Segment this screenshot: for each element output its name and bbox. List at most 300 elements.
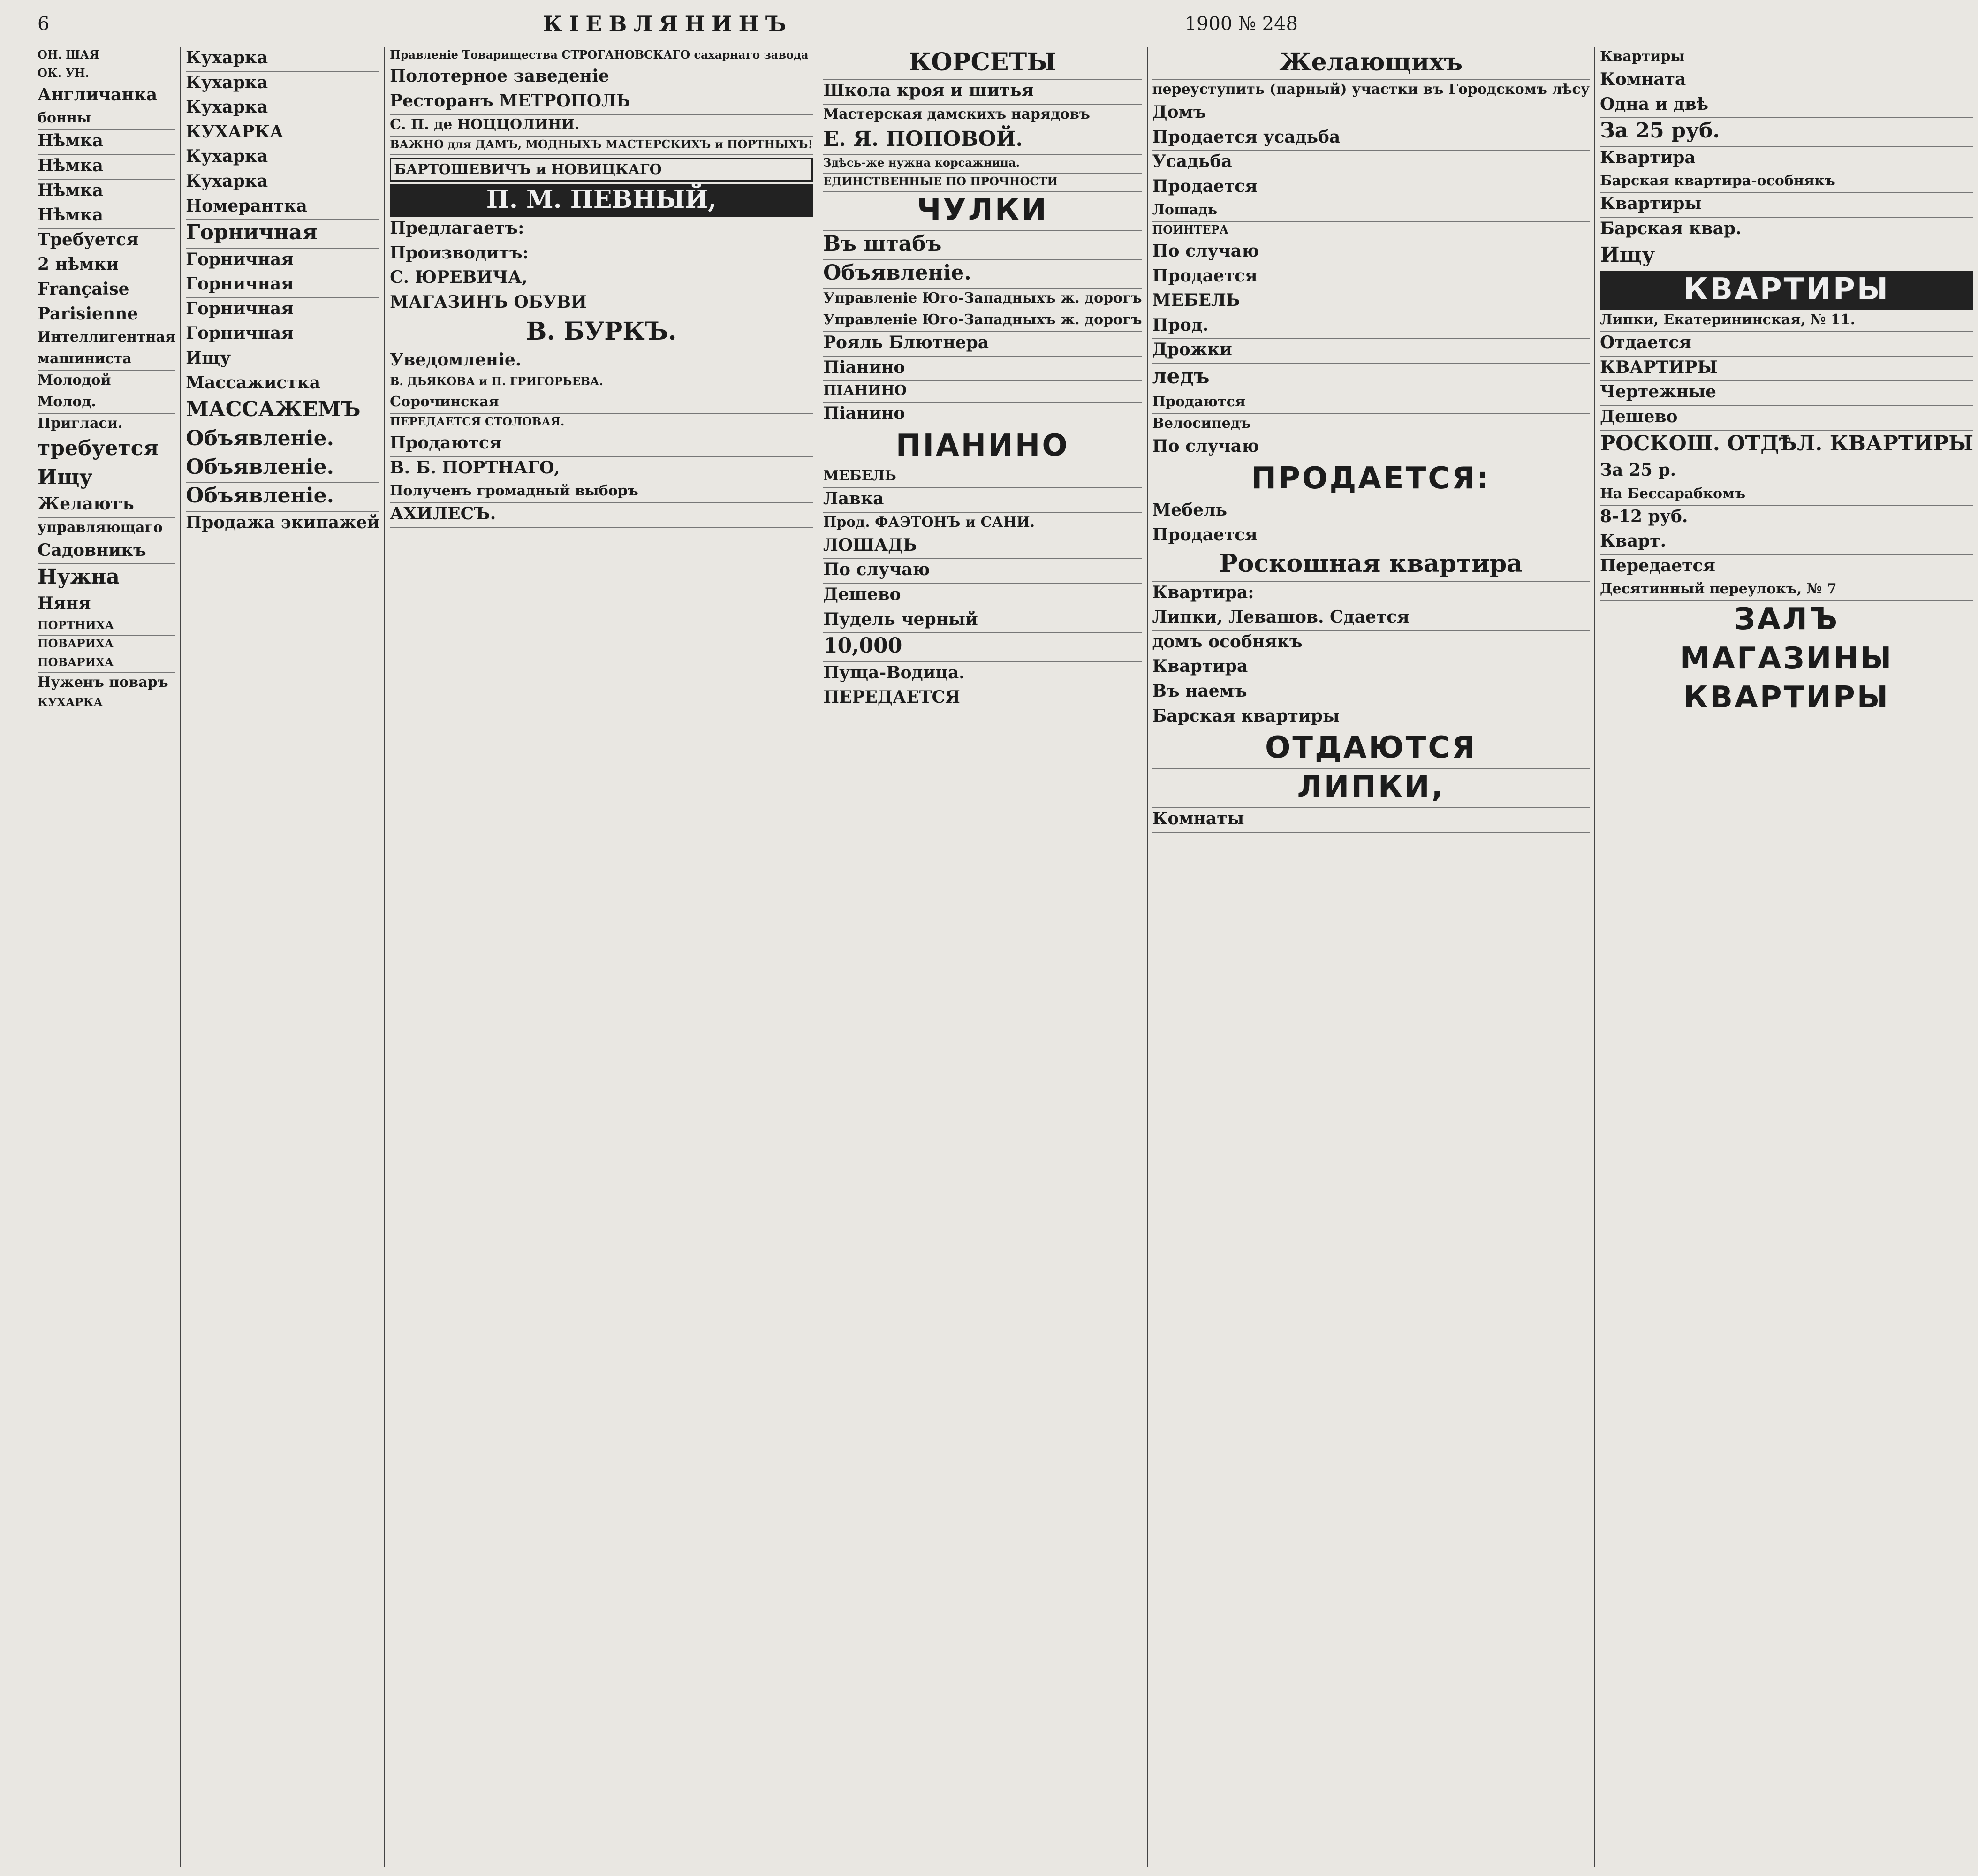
ad-headline: Пуща-Водица. [823,662,965,683]
classified-ad [186,322,379,347]
classified-ad [186,249,379,273]
ad-headline: Нѣмка [38,131,103,151]
ad-headline: ПІАНИНО [895,428,1069,463]
newspaper-title: КІЕВЛЯНИНЪ [543,11,793,37]
ad-headline: ПРОДАЕТСЯ: [1251,461,1491,496]
ad-headline: Въ наемъ [1152,681,1247,701]
ad-headline: Молодой [38,372,111,389]
classified-ad [823,633,1142,661]
classified-ad [823,357,1142,381]
classified-ad [1152,151,1590,175]
page-number: 6 [38,13,50,35]
ad-headline: МЕБЕЛЬ [823,468,896,485]
classified-ad [390,115,813,137]
classified-ad [186,47,379,72]
ad-headline: Желающихъ [1279,48,1463,76]
classified-ad [38,617,175,636]
ad-headline: Десятинный переулокъ, № 7 [1600,581,1837,598]
classified-ad [38,414,175,435]
classified-ad [1600,431,1973,459]
ad-headline: Нѣмка [38,205,103,225]
classified-ad [186,145,379,170]
classified-ad [1152,705,1590,730]
classified-ad [38,392,175,414]
classified-ad [186,72,379,97]
ad-headline: Чертежные [1600,382,1716,402]
column-5 [1148,47,1595,1867]
ad-headline: Англичанка [38,84,158,105]
ad-headline: Сорочинская [390,393,499,410]
ad-headline: В. Б. ПОРТНАГО, [390,457,560,478]
ad-headline: Управленіе Юго-Западныхъ ж. дорогъ [823,290,1142,307]
classified-ad [823,260,1142,289]
classified-ad [38,592,175,617]
classified-ad [1152,631,1590,656]
ad-headline: Дешево [1600,406,1678,426]
ad-headline: КВАРТИРЫ [1683,272,1890,307]
classified-ad [186,396,379,425]
ad-headline: За 25 руб. [1600,119,1720,143]
ad-headline: Липки, Левашов. Сдается [1152,607,1410,627]
classified-ad [38,673,175,694]
ad-headline: Лошадь [1152,201,1218,218]
ad-headline: МАГАЗИНЫ [1680,641,1894,676]
classified-ad [38,84,175,109]
ad-headline: КОРСЕТЫ [909,48,1056,76]
classified-ad [1152,499,1590,524]
ad-headline: КУХАРКА [186,122,284,142]
ad-headline: Продается усадьба [1152,127,1341,147]
ad-headline: ОН. ШАЯ [38,48,99,61]
classified-ad [823,231,1142,259]
ad-headline: Parisienne [38,304,138,324]
ad-headline: Продается [1152,266,1258,286]
classified-ad [38,303,175,328]
ad-headline: Интеллигентная [38,329,176,346]
ad-headline: Комнаты [1152,809,1244,829]
classified-ad [1600,357,1973,381]
ad-headline: Объявленіе. [186,484,334,508]
ad-headline: Барская квар. [1600,218,1742,238]
ad-headline: По случаю [1152,436,1259,456]
classified-ad [38,47,175,65]
ad-headline: МЕБЕЛЬ [1152,290,1240,311]
ad-headline: Ищу [186,348,231,368]
ad-headline: переуступить (парный) участки въ Городскомъ лѣсу [1152,81,1590,98]
classified-ad [1152,175,1590,200]
ad-headline: Здѣсь-же нужна корсажница. [823,156,1020,170]
ad-headline: Одна и двѣ [1600,94,1709,114]
ad-headline: Горничная [186,323,294,343]
ad-headline: Кухарка [186,72,268,92]
classified-ad [1152,524,1590,549]
ad-headline: Горничная [186,249,294,269]
classified-ad [823,310,1142,332]
classified-ad [38,108,175,130]
ad-headline: За 25 р. [1600,460,1676,480]
ad-headline: машиниста [38,350,132,367]
ad-headline: ПОВАРИХА [38,637,114,651]
classified-ad [390,137,813,155]
classified-ad [1600,484,1973,506]
ad-headline: Полотерное заведеніе [390,66,609,86]
ad-headline: Велосипедъ [1152,415,1251,432]
ad-headline: Продаются [1152,394,1246,410]
ad-headline: Піанино [823,357,905,377]
column-2 [181,47,385,1867]
column-1 [33,47,181,1867]
ad-headline: Комната [1600,69,1686,89]
classified-ad [1152,47,1590,80]
classified-ad [1152,364,1590,392]
ad-headline: Ищу [1600,243,1655,267]
ad-headline: Продаются [390,433,502,453]
classified-ad [823,332,1142,357]
classified-ad [823,289,1142,310]
classified-ad [38,539,175,564]
classified-ad [38,464,175,493]
classified-ad [1600,640,1973,679]
classified-ad [186,195,379,220]
ad-headline: Усадьба [1152,152,1232,172]
classified-ad [186,170,379,195]
ad-headline: Горничная [186,274,294,294]
ad-headline: Липки, Екатерининская, № 11. [1600,311,1856,328]
classified-ad [390,184,813,217]
ad-headline: Объявленіе. [823,260,971,285]
classified-ad [1600,459,1973,484]
classified-ad [1152,314,1590,339]
ad-headline: КВАРТИРЫ [1600,357,1718,377]
classified-ad [1600,406,1973,431]
classified-ad [390,349,813,374]
classified-ad [1600,118,1973,146]
classified-ad [1600,218,1973,243]
ad-headline: Предлагаетъ: [390,218,524,238]
ad-headline: Пудель черный [823,609,978,629]
classified-ad [38,278,175,303]
classified-ad [1152,392,1590,414]
classified-ad [823,662,1142,687]
classified-ad [1152,339,1590,364]
classified-ad [1600,381,1973,406]
classified-ad [823,192,1142,231]
classified-ad [186,96,379,121]
classified-ad [1600,271,1973,310]
classified-ad [1152,265,1590,290]
ad-headline: Горничная [186,220,318,245]
ad-headline: Ресторанъ МЕТРОПОЛЬ [390,91,630,111]
ad-headline: Квартира [1600,147,1696,167]
classified-ad [823,559,1142,584]
classified-ad [1600,68,1973,93]
classified-ad [1600,310,1973,332]
ad-headline: АХИЛЕСЪ. [390,504,496,524]
ad-headline: Дешево [823,585,901,605]
classified-ad [823,126,1142,155]
ad-headline: 10,000 [823,634,902,658]
ad-headline: Пригласи. [38,415,123,432]
ad-headline: Квартира: [1152,582,1254,602]
ad-headline: Горничная [186,298,294,319]
classified-ad [38,654,175,673]
classified-ad [1600,93,1973,118]
ad-headline: Française [38,279,129,299]
ad-headline: КВАРТИРЫ [1683,680,1890,715]
classified-ad [390,90,813,115]
classified-ad [38,349,175,371]
ad-headline: ЛИПКИ, [1297,769,1445,805]
ad-headline: ПЕРЕДАЕТСЯ [823,687,960,707]
ad-headline: Производитъ: [390,243,529,263]
ad-headline: Номерантка [186,196,307,216]
ad-headline: Барская квартиры [1152,706,1340,726]
classified-ad [1600,147,1973,172]
classified-ad [823,105,1142,126]
classified-ad [390,291,813,316]
classified-ad [823,488,1142,513]
column-6 [1595,47,1978,1867]
classified-ad [186,121,379,146]
ad-headline: Продается [1152,524,1258,545]
ad-headline: ЛОШАДЬ [823,535,917,555]
ad-headline: Нужна [38,565,120,589]
classified-ad [823,47,1142,80]
ad-headline: Уведомленіе. [390,349,522,370]
ad-columns [33,47,1974,1867]
classified-ad [390,316,813,349]
classified-ad [390,217,813,242]
ad-headline: Объявленіе. [186,426,334,450]
ad-headline: Управленіе Юго-Западныхъ ж. дорогъ [823,311,1142,328]
classified-ad [1600,47,1973,68]
ad-headline: Квартиры [1600,48,1685,65]
classified-ad [38,130,175,155]
ad-headline: Отдается [1600,333,1691,353]
ad-headline: ОК. УН. [38,66,89,80]
classified-ad [1152,582,1590,607]
ad-headline: управляющаго [38,519,163,536]
classified-ad [823,381,1142,403]
ad-headline: ПОРТНИХА [38,618,114,632]
ad-headline: В. ДЬЯКОВА и П. ГРИГОРЬЕВА. [390,374,603,388]
classified-ad [1600,530,1973,555]
classified-ad [1600,171,1973,193]
ad-headline: ледъ [1152,364,1210,388]
ad-headline: ЗАЛЪ [1734,602,1840,637]
ad-headline: ОТДАЮТСЯ [1265,730,1477,766]
ad-headline: Мастерская дамскихъ нарядовъ [823,106,1090,122]
ad-headline: ПОВАРИХА [38,655,114,669]
classified-ad [38,253,175,278]
column-4 [818,47,1148,1867]
classified-ad [823,608,1142,633]
ad-headline: ВАЖНО для ДАМЪ, МОДНЫХЪ МАСТЕРСКИХЪ и ПОРТНЫХЪ! [390,137,813,151]
issue-date: 1900 № 248 [1184,13,1298,35]
classified-ad [1152,606,1590,631]
ad-headline: Дрожки [1152,340,1232,360]
ad-headline: С. ЮРЕВИЧА, [390,267,528,288]
classified-ad [390,242,813,267]
classified-ad [1152,808,1590,833]
classified-ad [38,435,175,464]
classified-ad [186,347,379,372]
classified-ad [390,414,813,432]
classified-ad [1152,101,1590,126]
ad-headline: ПЕРЕДАЕТСЯ СТОЛОВАЯ. [390,414,565,428]
classified-ad [1600,332,1973,357]
ad-headline: Лавка [823,489,884,509]
classified-ad [1152,80,1590,101]
classified-ad [390,457,813,482]
ad-headline: Объявленіе. [186,455,334,479]
classified-ad [390,65,813,90]
ad-headline: Домъ [1152,102,1206,122]
classified-ad [1600,679,1973,718]
classified-ad [1152,414,1590,435]
classified-ad [390,266,813,291]
ad-headline: В. БУРКЪ. [526,317,677,346]
ad-headline: Барская квартира-особнякъ [1600,173,1835,190]
classified-ad [390,47,813,65]
classified-ad [1152,435,1590,460]
classified-ad [186,512,379,537]
classified-ad [823,80,1142,105]
classified-ad [1152,729,1590,768]
ad-headline: Молод. [38,394,96,410]
classified-ad [390,503,813,528]
classified-ad [1600,193,1973,218]
ad-headline: Кварт. [1600,531,1667,551]
ad-headline: Полученъ громадный выборъ [390,483,638,500]
classified-ad [390,158,813,182]
classified-ad [1152,655,1590,680]
classified-ad [186,372,379,397]
ad-headline: Нѣмка [38,180,103,200]
ad-headline: Рояль Блютнера [823,333,989,353]
ad-headline: Кухарка [186,48,268,68]
ad-headline: 8-12 руб. [1600,506,1688,526]
classified-ad [38,180,175,205]
classified-ad [38,493,175,518]
ad-headline: Кухарка [186,146,268,167]
ad-headline: Желаютъ [38,494,134,514]
classified-ad [38,636,175,654]
ad-headline: По случаю [823,560,930,580]
classified-ad [38,518,175,539]
classified-ad [823,155,1142,173]
classified-ad [823,513,1142,534]
classified-ad [1152,548,1590,581]
ad-headline: Піанино [823,403,905,424]
classified-ad [38,229,175,254]
classified-ad [186,298,379,323]
classified-ad [823,427,1142,466]
ad-headline: Требуется [38,229,139,250]
classified-ad [1152,680,1590,705]
ad-headline: По случаю [1152,241,1259,261]
ad-headline: ЕДИНСТВЕННЫЕ ПО ПРОЧНОСТИ [823,174,1058,188]
ad-headline: Квартиры [1600,194,1702,214]
classified-ad [823,403,1142,427]
classified-ad [1600,506,1973,531]
ad-headline: БАРТОШЕВИЧЪ и НОВИЦКАГО [394,161,662,178]
classified-ad [38,371,175,392]
ad-headline: Кухарка [186,97,268,117]
classified-ad [1152,126,1590,151]
ad-headline: Прод. [1152,315,1209,335]
classified-ad [823,174,1142,192]
ad-headline: бонны [38,110,91,127]
ad-headline: МАССАЖЕМЪ [186,397,361,422]
classified-ad [186,273,379,298]
ad-headline: Няня [38,593,91,614]
classified-ad [1152,769,1590,808]
classified-ad [823,686,1142,711]
ad-headline: Нѣмка [38,155,103,175]
ad-headline: РОСКОШ. ОТДѢЛ. КВАРТИРЫ [1600,431,1974,456]
classified-ad [1600,579,1973,601]
ad-headline: Ищу [38,465,93,489]
ad-headline: 2 нѣмки [38,254,119,274]
classified-ad [186,220,379,248]
classified-ad [1152,289,1590,314]
classified-ad [1152,222,1590,240]
classified-ad [186,425,379,454]
ad-headline: Нуженъ поваръ [38,674,168,691]
ad-headline: Продается [1152,176,1258,196]
classified-ad [823,466,1142,488]
classified-ad [38,155,175,180]
classified-ad [823,534,1142,559]
ad-headline: требуется [38,436,159,461]
ad-headline: Роскошная квартира [1219,549,1523,578]
ad-headline: На Бессарабкомъ [1600,485,1746,502]
ad-headline: домъ особнякъ [1152,631,1303,652]
classified-ad [1600,555,1973,580]
classified-ad [186,483,379,511]
ad-headline: Е. Я. ПОПОВОЙ. [823,127,1023,151]
ad-headline: ПІАНИНО [823,382,907,399]
ad-headline: МАГАЗИНЪ ОБУВИ [390,292,587,312]
ad-headline: Кухарка [186,171,268,191]
ad-headline: С. П. де НОЦЦОЛИНИ. [390,116,580,133]
ad-headline: Передается [1600,555,1716,576]
classified-ad [1600,601,1973,640]
ad-headline: Прод. ФАЭТОНЪ и САНИ. [823,514,1035,531]
classified-ad [390,432,813,457]
ad-headline: Мебель [1152,500,1228,520]
classified-ad [38,204,175,229]
classified-ad [390,481,813,503]
ad-headline: ПОИНТЕРА [1152,222,1229,236]
ad-headline: Садовникъ [38,540,146,560]
classified-ad [1152,240,1590,265]
classified-ad [38,694,175,713]
classified-ad [38,327,175,349]
classified-ad [186,454,379,483]
ad-headline: Продажа экипажей [186,512,380,532]
ad-headline: КУХАРКА [38,695,103,709]
classified-ad [823,584,1142,608]
ad-headline: Массажистка [186,372,321,393]
column-3 [385,47,818,1867]
ad-headline: Правленіе Товарищества СТРОГАНОВСКАГО сахарнаго завода [390,48,809,61]
classified-ad [1152,460,1590,499]
classified-ad [390,373,813,392]
classified-ad [390,392,813,414]
ad-headline: П. М. ПЕВНЫЙ, [486,185,717,214]
